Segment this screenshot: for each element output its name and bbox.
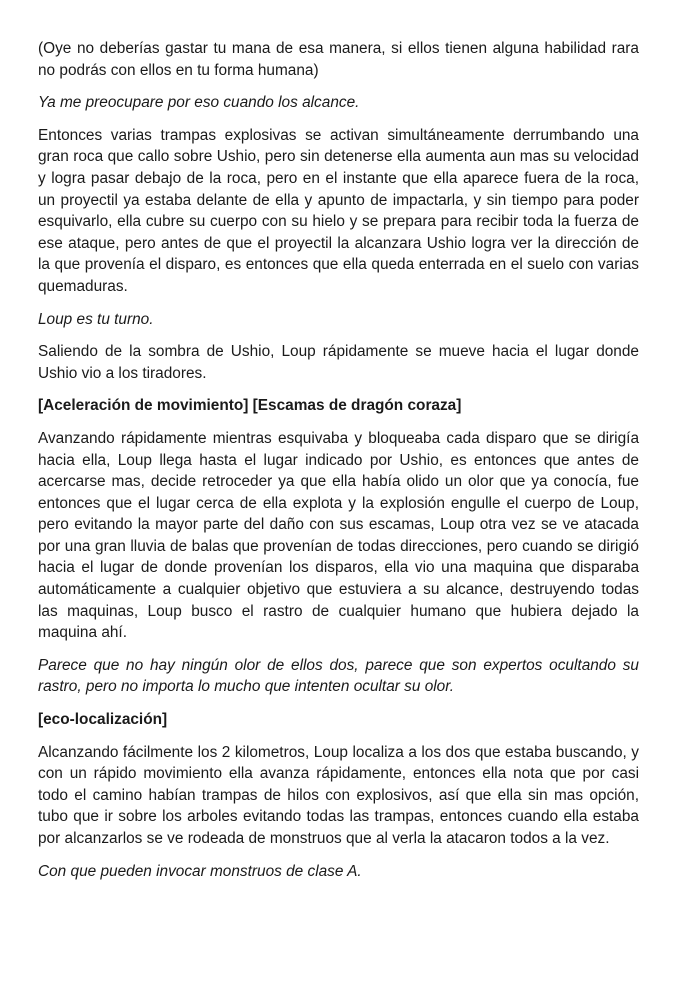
paragraph-loup-advance: Avanzando rápidamente mientras esquivaba y bloqueaba cada disparo que se dirigía hacia ella, Loup llega hasta el lugar indicado por Ushio, es entonces que antes de acercarse mas, decide retroceder ya que ella había olido un olor que ya conocía, fue entonces que el lugar cerca de ella explota y la explosión engulle el cuerpo de Loup, pero evitando la mayor parte del daño con sus escamas, Loup otra vez se ve atacada por una gran lluvia de balas que provenían de todas direcciones, pero cuando se dirigió hacia el lugar de donde provenían los disparos, ella vio una maquina que disparaba automáticamente a cualquier objetivo que estuviera a su alcance, destruyendo todas las maquinas, Loup busco el rastro de cualquier humano que hubiera dejado la maquina ahí. <box>38 429 639 642</box>
paragraph-loup-emerges: Saliendo de la sombra de Ushio, Loup rápidamente se mueve hacia el lugar donde Ushio vio a los tiradores. <box>38 343 639 382</box>
skill-heading-acceleration: [Aceleración de movimiento] [Escamas de dragón coraza] <box>38 397 462 415</box>
paragraph-monsters-thought: Con que pueden invocar monstruos de clase A. <box>38 862 362 880</box>
paragraph-loup-locates: Alcanzando fácilmente los 2 kilometros, Loup localiza a los dos que estaba buscando, y con un rápido movimiento ella avanza rápidamente, entonces ella nota que por casi todo el camino habían trampas de hilos con explosivos, así que ella sin mas opción, tubo que ir sobre los arboles evitando todas las trampas, entonces cuando ella estaba por alcanzarlos se ve rodeada de monstruos que al verla la atacaron todos a la vez. <box>38 743 639 847</box>
paragraph-warning-dialogue: (Oye no deberías gastar tu mana de esa manera, si ellos tienen alguna habilidad rara no podrás con ellos en tu forma humana) <box>38 40 639 79</box>
paragraph-trap-explosion: Entonces varias trampas explosivas se activan simultáneamente derrumbando una gran roca que callo sobre Ushio, pero sin detenerse ella aumenta aun mas su velocidad y logra pasar debajo de la roca, pero en el instante que ella aparece fuera de la roca, un proyectil ya estaba delante de ella y apunto de impactarla, y sin tiempo para poder esquivarlo, ella cubre su cuerpo con su hielo y se prepara para recibir toda la fuerza de ese ataque, pero antes de que el proyectil la alcanzara Ushio logra ver la dirección de la que provenía el disparo, es entonces que ella queda enterrada en el suelo con varias quemaduras. <box>38 126 639 295</box>
paragraph-ushio-thought: Ya me preocupare por eso cuando los alcance. <box>38 94 360 112</box>
paragraph-loup-scent-thought: Parece que no hay ningún olor de ellos dos, parece que son expertos ocultando su rastro, pero no importa lo mucho que intenten ocultar su olor. <box>38 656 639 696</box>
skill-heading-echolocation: [eco-localización] <box>38 711 168 729</box>
paragraph-loup-turn: Loup es tu turno. <box>38 310 154 328</box>
